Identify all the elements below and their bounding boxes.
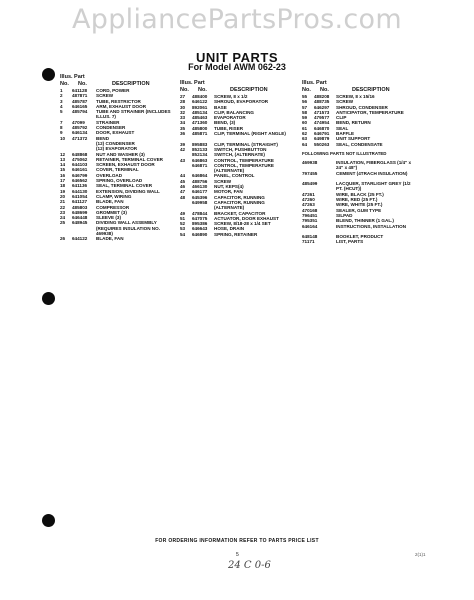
part-description: CLIP, TERMINAL (RIGHT ANGLE) xyxy=(214,131,286,137)
parts-list xyxy=(180,94,298,237)
part-description: LACQUER, STARLIGHT GREY (1/2 PT. (HCUT)) xyxy=(336,181,411,192)
part-number: 852134 xyxy=(192,152,208,158)
illus-number: 49 xyxy=(180,210,186,216)
illus-number: 24 xyxy=(60,215,66,221)
illus-number: 19 xyxy=(60,188,66,194)
part-row xyxy=(180,200,298,211)
part-description: BOOKLET, PRODUCT xyxy=(336,234,384,240)
part-number: 471360 xyxy=(192,120,208,126)
part-description: COVER, TERMINAL xyxy=(96,167,139,173)
part-description: BRACKET, CAPACITOR xyxy=(214,210,266,216)
part-description: SCREW, 8/18-28 x 1/4 SET xyxy=(214,221,271,227)
illus-number: 7 xyxy=(60,119,63,125)
watermark: AppliancePartsPros.com xyxy=(72,4,402,35)
part-description: INSULATION, FIBERGLASS (1/4" x 24" x 48") xyxy=(336,159,412,171)
part-number: 641127 xyxy=(72,199,88,205)
illus-number: 54 xyxy=(180,231,186,237)
illus-number: 18 xyxy=(60,183,66,189)
illus-number: 60 xyxy=(302,120,308,126)
part-description: BEND xyxy=(96,135,110,141)
not-illustrated-label: FOLLOWING PARTS NOT ILLUSTRATED xyxy=(302,150,387,156)
part-number: 646122 xyxy=(192,99,208,105)
part-description: TUBE, RISER xyxy=(214,125,244,131)
illus-number: 39 xyxy=(180,141,186,147)
part-number: 550263 xyxy=(314,141,330,147)
part-description: CONTROL, TEMPERATURE xyxy=(214,157,274,163)
part-number: 646643 xyxy=(192,226,208,232)
part-number: 47260 xyxy=(302,197,315,203)
description-header: DESCRIPTION xyxy=(230,87,268,93)
part-number: 478844 xyxy=(192,210,208,216)
part-description: SILPAD xyxy=(336,212,353,218)
not-illustrated-note xyxy=(302,151,420,157)
part-number: 488400 xyxy=(192,94,208,99)
part-no-header: No. xyxy=(320,87,329,93)
part-description: MOTOR, FAN xyxy=(214,189,243,195)
illus-part-header: Illus. Part xyxy=(180,80,205,86)
part-number: 795351 xyxy=(302,218,318,224)
part-row xyxy=(60,236,180,241)
part-description: CLIP xyxy=(336,115,347,121)
part-description: SCREW, 8 x 15/16 xyxy=(336,94,375,99)
part-number: 71171 xyxy=(302,239,315,245)
illus-number: 55 xyxy=(302,94,308,99)
part-description: SCREW xyxy=(96,93,114,99)
illus-number: 62 xyxy=(302,131,308,137)
description-header: DESCRIPTION xyxy=(352,87,390,93)
part-description: BEND, (3) xyxy=(214,120,236,126)
illus-number: 63 xyxy=(302,136,308,142)
part-number: 47099 xyxy=(72,119,85,125)
part-description: (12) EVAPORATOR xyxy=(96,146,138,152)
document-code: 2(1)1 xyxy=(415,552,426,557)
illus-number: 32 xyxy=(180,109,186,115)
part-description: WIRE, BLACK (25 FT.) xyxy=(336,191,384,197)
part-number: 646448 xyxy=(72,215,88,221)
part-description: SEALER, GUM TYPE xyxy=(336,207,382,213)
part-description: INSTRUCTIONS, INSTALLATION xyxy=(336,223,407,229)
part-number: 646791 xyxy=(314,131,330,137)
part-description: DIVIDING WALL ASSEMBLY (REQUIRES INSULATION NO. 469938) xyxy=(96,220,160,237)
part-description: SCREW, 8 x 1/2 xyxy=(214,94,248,99)
page-number: 5 xyxy=(236,552,239,558)
part-row xyxy=(60,220,180,236)
part-number: 649879 xyxy=(314,136,330,142)
part-description: NUT AND WASHER (3) xyxy=(96,151,145,157)
part-number: 485787 xyxy=(72,98,88,104)
part-description: EVAPORATOR xyxy=(214,115,246,121)
description-header: DESCRIPTION xyxy=(112,81,150,87)
part-description: SEAL, CONDENSATE xyxy=(336,141,383,147)
illus-number: 51 xyxy=(180,215,186,221)
illus-no-header: No. xyxy=(60,81,69,87)
part-number: 488756 xyxy=(192,178,208,184)
part-number: 647075 xyxy=(192,215,208,221)
part-number: 466130 xyxy=(192,184,208,190)
illus-number: 14 xyxy=(60,162,66,168)
part-number: 641136 xyxy=(72,183,88,189)
part-number: 485803 xyxy=(72,204,88,210)
illus-number: 34 xyxy=(180,120,186,126)
illus-number: 48 xyxy=(180,194,186,200)
illus-number: 45 xyxy=(180,178,186,184)
part-description: NUT, KEPS(4) xyxy=(214,184,244,190)
parts-list xyxy=(60,88,180,242)
part-row xyxy=(302,181,420,192)
part-number: 895883 xyxy=(192,141,208,147)
illus-number: 17 xyxy=(60,178,66,184)
part-description: STRAINER xyxy=(96,119,120,125)
part-number: 645396 xyxy=(192,194,208,200)
part-number: 469938 xyxy=(302,159,318,165)
illus-number: 33 xyxy=(180,115,186,121)
illus-number: 21 xyxy=(60,199,66,205)
part-description: BLADE, FAN xyxy=(96,236,124,242)
illus-number: 56 xyxy=(302,99,308,105)
illus-number: 16 xyxy=(60,172,66,178)
part-description: OVERLOAD xyxy=(96,172,123,178)
part-description: CEMENT (4TRACH INSULATION) xyxy=(336,170,408,176)
part-number: 488208 xyxy=(314,94,330,99)
ordering-info-footer: FOR ORDERING INFORMATION REFER TO PARTS PRICE LIST xyxy=(155,538,319,544)
illus-number: 23 xyxy=(60,209,66,215)
part-description: ARM, EXHAUST DOOR xyxy=(96,103,147,109)
part-description: CONTROL, TEMPERATURE (ALTERNATE) xyxy=(214,162,274,174)
part-number: 475062 xyxy=(72,156,88,162)
illus-part-header: Illus. Part xyxy=(302,80,327,86)
illus-number: 22 xyxy=(60,204,66,210)
part-description: CORD, POWER xyxy=(96,88,130,93)
part-row xyxy=(180,232,298,237)
part-number: 471573 xyxy=(314,109,330,115)
part-number: 485794 xyxy=(72,109,88,115)
part-number: 797455 xyxy=(302,170,318,176)
part-number: 649958 xyxy=(192,199,208,205)
illus-number: 64 xyxy=(302,141,308,147)
part-number: 485871 xyxy=(192,131,208,137)
part-number: 646871 xyxy=(192,162,208,168)
part-row xyxy=(302,160,420,171)
part-row xyxy=(180,163,298,174)
illus-number: 30 xyxy=(180,104,186,110)
illus-number: 26 xyxy=(60,236,66,242)
illus-number: 13 xyxy=(60,156,66,162)
part-number: 644103 xyxy=(72,162,88,168)
column-header xyxy=(180,80,298,94)
part-number: 485499 xyxy=(302,181,318,187)
part-number: 470168 xyxy=(302,207,318,213)
illus-number: 25 xyxy=(60,220,66,226)
part-number: 646134 xyxy=(72,130,88,136)
model-subtitle: For Model AWM 062-23 xyxy=(188,62,286,72)
part-row xyxy=(302,142,420,147)
part-description: ACTUATOR, DOOR EXHAUST xyxy=(214,215,279,221)
part-description: SWITCH, (ALTERNATE) xyxy=(214,152,265,158)
part-description: SCREEN, EXHAUST DOOR xyxy=(96,162,155,168)
part-description: LIST, PARTS xyxy=(336,239,364,245)
illus-number: 4 xyxy=(60,103,63,109)
part-number: 646863 xyxy=(192,157,208,163)
parts-column-2 xyxy=(180,80,298,237)
part-number: 479577 xyxy=(314,115,330,121)
part-number: 646870 xyxy=(314,125,330,131)
part-description: SWITCH, PUSHBUTTON xyxy=(214,146,267,152)
illus-number: 28 xyxy=(180,99,186,105)
illus-number: 35 xyxy=(180,125,186,131)
column-header xyxy=(60,74,180,88)
illus-number: 36 xyxy=(180,131,186,137)
illus-number: 53 xyxy=(180,226,186,232)
parts-list xyxy=(302,94,420,147)
illus-number: 9 xyxy=(60,130,63,136)
punch-hole-bottom xyxy=(42,514,55,527)
part-description: SPRING, RETAINER xyxy=(214,231,258,237)
illus-number: 61 xyxy=(302,125,308,131)
part-no-header: No. xyxy=(198,87,207,93)
part-description: GROMMET (3) xyxy=(96,209,127,215)
part-description: SHROUD, EVAPORATOR xyxy=(214,99,269,105)
part-number: 644122 xyxy=(72,236,88,242)
illus-number: 12 xyxy=(60,151,66,157)
part-number: 485463 xyxy=(192,115,208,121)
part-row xyxy=(302,239,420,244)
part-description: BEND, RETURN xyxy=(336,120,371,126)
illus-number: 15 xyxy=(60,167,66,173)
part-number: 474954 xyxy=(314,120,330,126)
part-description: UNIT SUPPORT xyxy=(336,136,371,142)
illus-number: 2 xyxy=(60,93,63,99)
part-description: SLEEVE (3) xyxy=(96,215,122,221)
illus-number: 57 xyxy=(302,104,308,110)
part-number: 646799 xyxy=(72,172,88,178)
part-description: BAFFLE xyxy=(336,131,355,137)
part-number: 487871 xyxy=(72,93,88,99)
part-description: WIRE, WHITE (25 FT.) xyxy=(336,202,383,208)
part-description: CONDENSER xyxy=(96,125,126,131)
part-description: CLAMP, WIRING xyxy=(96,193,132,199)
part-description: HOSE, DRAIN xyxy=(214,226,245,232)
column-header xyxy=(302,80,420,94)
part-number: 47261 xyxy=(302,191,315,197)
part-number: 648699 xyxy=(72,209,88,215)
part-number: 488735 xyxy=(314,99,330,105)
illus-number: 43 xyxy=(180,157,186,163)
illus-no-header: No. xyxy=(180,87,189,93)
part-description: CLIP, BALANCING xyxy=(214,109,254,115)
part-number: 644130 xyxy=(72,188,88,194)
part-number: 485800 xyxy=(192,125,208,131)
illus-no-header: No. xyxy=(302,87,311,93)
illus-number: 5 xyxy=(60,109,63,115)
part-number: 646164 xyxy=(302,223,318,229)
illus-number: 20 xyxy=(60,193,66,199)
illus-number: 47 xyxy=(180,189,186,195)
illus-number: 3 xyxy=(60,98,63,104)
part-row xyxy=(60,109,180,120)
part-number: 646161 xyxy=(72,167,88,173)
part-number: 646890 xyxy=(192,231,208,237)
part-description: SCREW xyxy=(214,178,232,184)
part-description: SCREW xyxy=(336,99,354,105)
punch-hole-middle xyxy=(42,292,55,305)
illus-number: 8 xyxy=(60,125,63,131)
part-description: CAPACITOR, RUNNING (ALTERNATE) xyxy=(214,199,265,211)
illus-number: 10 xyxy=(60,135,66,141)
part-number: 485792 xyxy=(72,125,88,131)
illus-number: 42 xyxy=(180,146,186,152)
illus-number: 58 xyxy=(302,109,308,115)
part-number: 892061 xyxy=(192,104,208,110)
part-row xyxy=(302,224,420,235)
part-number: 47263 xyxy=(302,202,315,208)
illus-part-header: Illus. Part xyxy=(60,74,85,80)
illus-number: 59 xyxy=(302,115,308,121)
not-illustrated-list xyxy=(302,160,420,245)
part-description: CAPACITOR, RUNNING xyxy=(214,194,265,200)
part-number: 646864 xyxy=(192,173,208,179)
part-number: 648148 xyxy=(302,234,318,240)
part-description: SEAL, TERMINAL COVER xyxy=(96,183,153,189)
part-description: EXTENSION, DIVIDING WALL xyxy=(96,188,160,194)
part-description: WIRE, RED (25 FT.) xyxy=(336,197,378,203)
part-description: PANEL, CONTROL xyxy=(214,173,255,179)
part-description: SHROUD, CONDENSER xyxy=(336,104,388,110)
part-description: BASE xyxy=(214,104,227,110)
part-description: (12) CONDENSER xyxy=(96,140,135,146)
illus-number: 44 xyxy=(180,173,186,179)
part-description: ANTICIPATOR, TEMPERATURE xyxy=(336,109,404,115)
part-number: 895386 xyxy=(192,221,208,227)
page-title: UNIT PARTS xyxy=(195,50,279,65)
part-description: BLADE, FAN xyxy=(96,199,124,205)
part-number: 852133 xyxy=(192,146,208,152)
part-number: 646562 xyxy=(72,178,88,184)
parts-column-3 xyxy=(302,80,420,245)
part-row xyxy=(302,171,420,182)
illus-number: 52 xyxy=(180,221,186,227)
part-description: DOOR, EXHAUST xyxy=(96,130,135,136)
part-number: 646177 xyxy=(192,189,208,195)
part-description: COMPRESSOR xyxy=(96,204,130,210)
illus-number: 46 xyxy=(180,184,186,190)
part-description: SPRING, OVERLOAD xyxy=(96,178,143,184)
part-no-header: No. xyxy=(78,81,87,87)
part-number: 796451 xyxy=(302,212,318,218)
handwritten-note: 24 C 0-6 xyxy=(228,560,271,571)
illus-number: 1 xyxy=(60,88,63,93)
part-description: TUBE AND STRAINER (INCLUDES ILLUS. 7) xyxy=(96,109,171,120)
part-number: 646297 xyxy=(314,104,330,110)
part-number: 641128 xyxy=(72,88,88,93)
part-row xyxy=(180,131,298,142)
part-description: SEAL xyxy=(336,125,349,131)
part-number: 641054 xyxy=(72,193,88,199)
part-description: RETAINER, TERMINAL COVER xyxy=(96,156,163,162)
part-description: BLEND, THINNER (1 GAL.) xyxy=(336,218,394,224)
part-number: 471372 xyxy=(72,135,88,141)
illus-number: 27 xyxy=(180,94,186,99)
parts-column-1 xyxy=(60,74,180,242)
part-number: 648945 xyxy=(72,220,88,226)
part-number: 648868 xyxy=(72,151,88,157)
part-number: 485134 xyxy=(192,109,208,115)
part-description: CLIP, TERMINAL (STRAIGHT) xyxy=(214,141,278,147)
part-number: 646165 xyxy=(72,103,88,109)
part-description: TUBE, RESTRICTOR xyxy=(96,98,141,104)
